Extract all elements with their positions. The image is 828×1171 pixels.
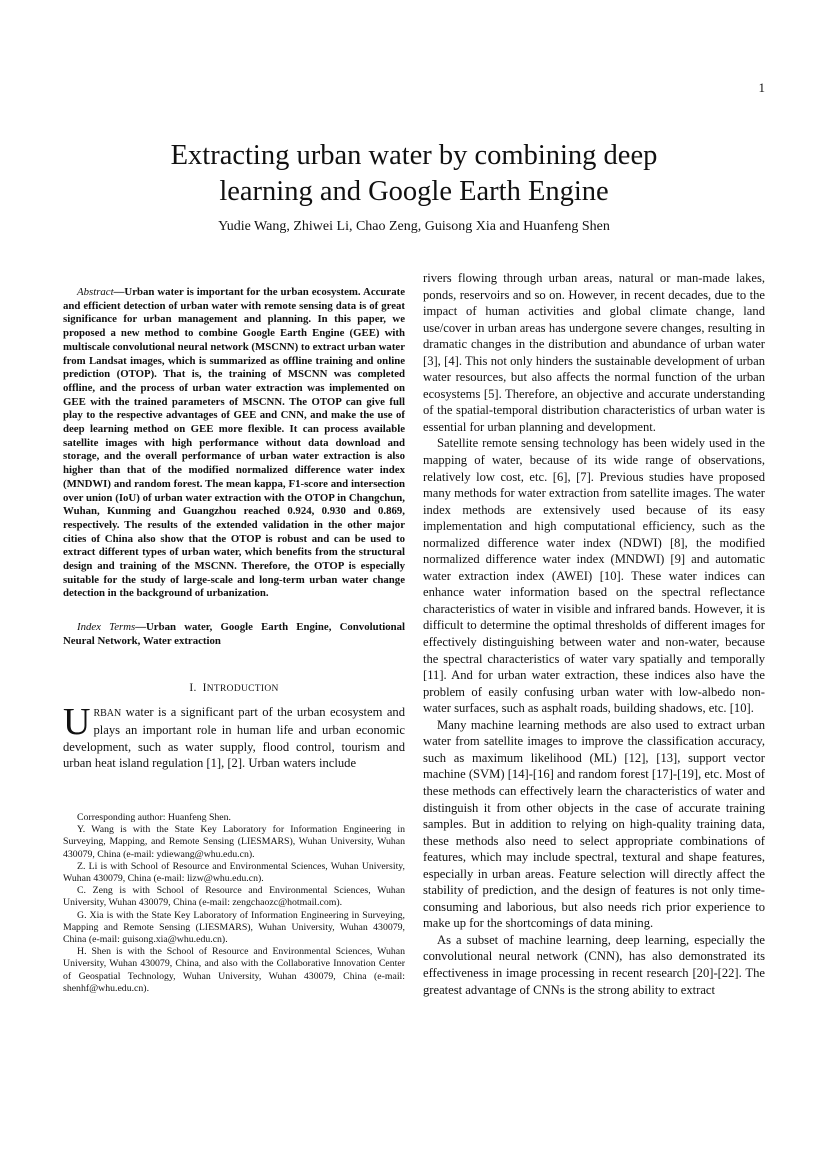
abstract-dash: — [113,286,125,298]
title-line-2: learning and Google Earth Engine [219,176,609,207]
left-column [63,270,405,995]
index-terms-dash: — [135,621,146,634]
section-number: I. [189,681,197,694]
body-paragraph: As a subset of machine learning, deep learning, especially the convolutional neural network (CNN), has also demonstrated its effectiveness in image processing in recent research [20]-[22]. The greatest advantage of CNNs is the strong ability to extract [423,932,765,997]
section-heading-rest: NTRODUCTION [206,683,279,694]
drop-cap-rest: RBAN [93,707,122,719]
footnote-author: C. Zeng is with School of Resource and Environmental Sciences, Wuhan University, Wuhan 430079, China (e-mail: zengchaozc@hotmail.com). [63,885,405,909]
right-column [423,270,765,998]
body-paragraph: Satellite remote sensing technology has been widely used in the mapping of water, because of its wide range of observations, relatively low cost, etc. [6], [7]. Previous studies have proposed many methods for water extraction from satellite images. The water index methods are extensively used because of its easy implementation and high computational efficiency, such as the normalized difference water index (NDWI) [8], the modified normalized difference water index (MNDWI) [9] and automatic water extraction index (AWEI) [10]. These water indices can enhance water information based on the spectral reflectance characteristics of water in visible and infrared bands. However, it is difficult to determine the optimal thresholds of different images for effectively distinguishing between water and non-water, because the spectral characteristics of water vary spatially and temporally [11]. And for urban water extraction, these indices also have the problem of easily confusing urban water with low-albedo non-water surfaces, such as asphalt roads, building shadows, etc. [10]. [423,436,765,716]
footnote-corresponding: Corresponding author: Huanfeng Shen. [77,811,231,823]
introduction-paragraph [63,700,405,772]
footnote-author: H. Shen is with the School of Resource and Environmental Sciences, Wuhan University, Wuhan 430079, China, and also with the Collaborative Innovation Center of Geospatial Technology, Wuhan University, Wuhan 430079, China (e-mail: shenhf@whu.edu.cn). [63,946,405,994]
section-heading-initial: I [202,681,207,694]
introduction-text: water is a significant part of the urban ecosystem and plays an important role in human life and urban economic development, such as water supply, flood control, tourism and urban heat island regulation [1], [2]. Urban waters include [63,704,405,771]
paper-title [80,138,748,210]
abstract-text: Urban water is important for the urban ecosystem. Accurate and efficient detection of urban water with remote sensing data is of great significance for urban management and planning. In this paper, we proposed a new method to combine Google Earth Engine (GEE) with multiscale convolutional neural network (MSCNN) to extract urban water from Landsat images, which is summarized as offline training and online prediction (OTOP). That is, the training of MSCNN was completed offline, and the process of urban water extraction was implemented on GEE with the trained parameters of MSCNN. The OTOP can give full play to the respective advantages of GEE and CNN, and make the use of deep learning method on GEE more flexible. It can process available satellite images with high performance without data download and storage, and the overall performance of urban water extraction is also higher than that of the modified normalized difference water index (MNDWI) and random forest. The mean kappa, F1-score and intersection over union (IoU) of urban water extraction with the OTOP in Changchun, Wuhan, Kunming and Guangzhou reached 0.924, 0.930 and 0.869, respectively. The results of the extended validation in the other major cities of China also show that the OTOP is robust and can be used to extract different types of urban water, which benefits from the structural design and training of the MSCNN. Therefore, the OTOP is especially suitable for the study of large-scale and long-term urban water change detection in the background of urbanization. [63,286,405,600]
author-list: Yudie Wang, Zhiwei Li, Chao Zeng, Guisong Xia and Huanfeng Shen [218,219,610,234]
footnotes [63,812,405,995]
section-heading-introduction [63,682,405,694]
body-paragraph: rivers flowing through urban areas, natural or man-made lakes, ponds, reservoirs and so on. However, in recent decades, due to the impact of human activities and global climate change, land use/cover in urban areas has undergone severe changes, resulting in dramatic changes in the distribution and abundance of urban water [3], [4]. This not only hinders the sustainable development of urban water resources, but also affects the normal function of the urban ecosystems [5]. Therefore, an objective and accurate understanding of the spatial-temporal distribution characteristics of urban water is essential for urban planning and development. [423,271,765,434]
footnote-author: Z. Li is with School of Resource and Environmental Sciences, Wuhan University, Wuhan 430079, China (e-mail: lizw@whu.edu.cn). [63,860,405,884]
body-paragraph: Many machine learning methods are also used to extract urban water from satellite images to improve the classification accuracy, such as maximum likelihood (ML) [12], [13], support vector machine (SVM) [14]-[16] and random forest [17]-[19], etc. Most of these methods can effectively learn the characteristics of water and distinguish it from other objects in the case of accurate training samples. But in addition to relying on high-quality training data, these methods also need to select appropriate combinations of features, which may include spectral, textural and shape features, especially in urban areas. Feature selection will directly affect the stability of prediction, and the design of features is not only time-consuming and laborious, but also needs rich prior experience to make up for the shortcomings of data mining. [423,717,765,931]
index-terms-lead: Index Terms [77,621,136,634]
drop-cap: U [63,700,91,743]
page-number: 1 [758,80,765,95]
index-terms [63,621,405,648]
index-terms-text: Urban water, Google Earth Engine, Convolutional Neural Network, Water extraction [63,621,406,647]
abstract [63,286,405,601]
footnote-author: G. Xia is with the State Key Laboratory of Information Engineering in Surveying, Mapping and Remote Sensing (LIESMARS), Wuhan University, Wuhan 430079, China (e-mail: guisong.xia@whu.edu.cn). [63,909,405,945]
title-line-1: Extracting urban water by combining deep [170,140,658,171]
footnote-author: Y. Wang is with the State Key Laboratory for Information Engineering in Surveying, Mapping, and Remote Sensing (LIESMARS), Wuhan University, Wuhan 430079, China (e-mail: ydiewang@whu.edu.cn). [63,824,405,860]
abstract-lead: Abstract [77,286,114,298]
